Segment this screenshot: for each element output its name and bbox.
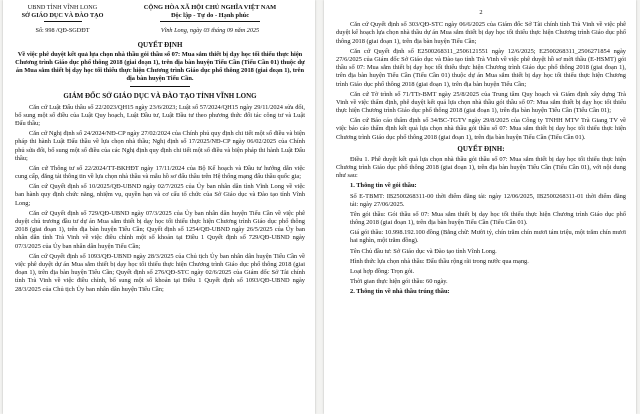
legal-basis-paragraph: Căn cứ Quyết định số 729/QĐ-UBND ngày 07/3/2025 của Ủy ban nhân dân huyện Tiểu Cần về việc phê duyệt chủ trương đầu tư dự án Mua sắm thiết bị dạy học tối thiểu thực hiện Chương trình Giáo dục phổ thông 2018 (giai đoạn 1), trên địa bàn huyện Tiểu Cần; Quyết định số 1254/QĐ-UBND ngày 26/5/2025 của Ủy ban nhân dân tỉnh Trà Vinh về việc điều chỉnh một số khoản tại Điều 1 Quyết định số 729/QĐ-UBND ngày 07/3/2025 của Ủy ban nhân dân huyện Tiểu Cần; (15, 209, 305, 250)
document-title: QUYẾT ĐỊNH (137, 40, 183, 49)
nation-line-1: CỘNG HÒA XÃ HỘI CHỦ NGHĨA VIỆT NAM (143, 4, 277, 11)
section-1-title: 1. Thông tin về gói thầu: (350, 182, 417, 190)
legal-basis-paragraph: Căn cứ Nghị định số 24/2024/NĐ-CP ngày 27/02/2024 của Chính phủ quy định chi tiết một số điều và biện pháp thi hành Luật Đấu thầu về lựa chọn nhà thầu; Nghị định số 17/2025/NĐ-CP ngày 06/02/2025 của Chính phủ sửa đổi, bổ sung một số điều của các Nghị định quy định chi tiết một số điều và biện pháp thi hành Luật Đấu thầu; (15, 130, 305, 162)
document-date: Vĩnh Long, ngày 03 tháng 09 năm 2025 (160, 27, 260, 34)
section-1-item: Tên gói thầu: Gói thầu số 07: Mua sắm thiết bị dạy học tối thiểu thực hiện Chương trình Giáo dục phổ thông 2018 (giai đoạn 1), trên địa bàn huyện Tiểu Cần (Tiểu Cần 01). (350, 210, 626, 227)
national-motto (115, 4, 305, 22)
legal-basis-paragraph: Căn cứ Quyết định số 1093/QĐ-UBND ngày 28/3/2025 của Chủ tịch Ủy ban nhân dân huyện Tiểu Cần về việc phê duyệt dự án Mua sắm thiết bị dạy học tối thiểu thực hiện Chương trình Giáo dục phổ thông 2018 (giai đoạn 1), trên địa bàn huyện Tiểu Cần; Quyết định số 276/QĐ-STC ngày 02/6/2025 của Giám đốc Sở Tài chính tỉnh Trà Vinh về việc điều chỉnh, bổ sung một số khoản tại Điều 1 Quyết định số 1093/QĐ-UBND ngày 28/3/2025 của Chủ tịch Ủy ban nhân dân huyện Tiểu Cần; (15, 252, 305, 293)
decision-heading: QUYẾT ĐỊNH: (457, 144, 505, 153)
header-rule-left (44, 21, 82, 22)
section-1-item: Hình thức lựa chọn nhà thầu: Đấu thầu rộng rãi trong nước qua mạng. (350, 257, 529, 265)
document-page-2 (324, 0, 636, 414)
section-2-title: 2. Thông tin về nhà thầu trúng thầu: (350, 288, 450, 296)
section-1-item: Số E-TBMT: IB2500268311-00 thời điểm đăng tải: ngày 12/06/2025, IB2500268311-01 thời điểm đăng tải: ngày 27/06/2025. (350, 192, 626, 208)
page-number: 2 (479, 9, 483, 16)
legal-basis-paragraph: Căn cứ Quyết định số 303/QĐ-STC ngày 06/6/2025 của Giám đốc Sở Tài chính tỉnh Trà Vinh về việc phê duyệt kế hoạch lựa chọn nhà thầu dự án Mua sắm thiết bị dạy học tối thiểu thực hiện Chương trình Giáo dục phổ thông 2018 (giai đoạn 1), trên địa bàn huyện Tiểu Cần; (336, 21, 626, 45)
number-date-row (15, 27, 305, 35)
issuing-authority: GIÁM ĐỐC SỞ GIÁO DỤC VÀ ĐÀO TẠO TỈNH VĨNH LONG (63, 91, 257, 100)
article-1: Điều 1. Phê duyệt kết quả lựa chọn nhà thầu gói thầu số 07: Mua sắm thiết bị dạy học tối thiểu thực hiện Chương trình Giáo dục phổ thông 2018 (giai đoạn 1), trên địa bàn huyện Tiểu Cần (Tiểu Cần 01), với nội dung như sau: (336, 155, 626, 180)
issuing-organization (15, 4, 110, 22)
document-subject: Về việc phê duyệt kết quả lựa chọn nhà thầu gói thầu số 07: Mua sắm thiết bị dạy học tối thiểu thực hiện Chương trình Giáo dục phổ thông 2018 (giai đoạn 1), trên địa bàn huyện Tiểu Cần (Tiểu Cần 01) thuộc dự án Mua sắm thiết bị dạy học tối thiểu thực hiện Chương trình Giáo dục phổ thông 2018 (giai đoạn 1), trên địa bàn huyện Tiểu Cần. (15, 50, 305, 83)
legal-basis-paragraph: Căn cứ Báo cáo thẩm định số 34/BC-TGTV ngày 29/8/2025 của Công ty TNHH MTV Trà Giang TV về việc báo cáo thẩm định kết quả lựa chọn nhà thầu gói thầu số 07: Mua sắm thiết bị dạy học tối thiểu thực hiện Chương trình Giáo dục phổ thông 2018 (giai đoạn 1), trên địa bàn huyện Tiểu Cần (Tiểu Cần 01). (336, 117, 626, 141)
document-number: Số: 998 /QĐ-SGDĐT (35, 27, 90, 34)
legal-basis-paragraph: Căn cứ Quyết định số 10/2025/QĐ-UBND ngày 02/7/2025 của Ủy ban nhân dân tỉnh Vĩnh Long về việc ban hành quy định chức năng, nhiệm vụ, quyền hạn và cơ cấu tổ chức của Sở Giáo dục và Đào tạo tỉnh Vĩnh Long; (15, 183, 305, 207)
org-line-1: UBND TỈNH VĨNH LONG (27, 4, 98, 11)
section-1-item: Tên Chủ đầu tư: Sở Giáo dục và Đào tạo tỉnh Vĩnh Long. (350, 247, 497, 255)
section-1-item: Giá gói thầu: 10.998.192.100 đồng (Bằng chữ: Mười tỷ, chín trăm chín mươi tám triệu, một trăm chín mươi hai nghìn, một trăm đồng). (350, 229, 626, 245)
document-page-1 (3, 0, 315, 414)
legal-basis-paragraph: Căn cứ Thông tư số 22/2024/TT-BKHĐT ngày 17/11/2024 của Bộ Kế hoạch và Đầu tư hướng dẫn việc cung cấp, đăng tải thông tin về lựa chọn nhà thầu và mẫu hồ sơ đấu thầu trên Hệ thống mạng đấu thầu quốc gia; (15, 164, 305, 181)
section-1-item: Loại hợp đồng: Trọn gói. (350, 268, 415, 276)
header-rule-right (160, 21, 260, 22)
subject-rule (130, 86, 190, 87)
legal-basis-paragraph: Căn cứ Quyết định số E2500268311_2506121551 ngày 12/6/2025; E2500268311_2506271854 ngày 27/6/2025 của Giám đốc Sở Giáo dục và Đào tạo tỉnh Trà Vinh về việc phê duyệt hồ sơ mời thầu (E-HSMT) gói thầu số 07: Mua sắm thiết bị dạy học tối thiểu thực hiện Chương trình Giáo dục phổ thông 2018 (giai đoạn 1), trên địa bàn huyện Tiểu Cần (Tiểu Cần 01) thuộc dự án Mua sắm thiết bị dạy học tối thiểu thực hiện Chương trình Giáo dục phổ thông 2018 (giai đoạn 1), trên địa bàn huyện Tiểu Cần; (336, 47, 626, 88)
section-1-item: Thời gian thực hiện gói thầu: 60 ngày. (350, 278, 448, 286)
legal-basis-paragraph: Căn cứ Tờ trình số 71/TTr-BMT ngày 25/8/2025 của Trung tâm Quy hoạch và Giám định xây dựng Trà Vinh về việc thẩm định, phê duyệt kết quả lựa chọn nhà thầu gói thầu số 07: Mua sắm thiết bị dạy học tối thiểu thực hiện Chương trình Giáo dục phổ thông 2018 (giai đoạn 1), trên địa bàn huyện Tiểu Cần (Tiểu Cần 01); (336, 90, 626, 115)
nation-line-2: Độc lập - Tự do - Hạnh phúc (170, 12, 250, 19)
org-line-2: SỞ GIÁO DỤC VÀ ĐÀO TẠO (21, 11, 104, 19)
legal-basis-paragraph: Căn cứ Luật Đấu thầu số 22/2023/QH15 ngày 23/6/2023; Luật số 57/2024/QH15 ngày 29/11/2024 sửa đổi, bổ sung một số điều của Luật Quy hoạch, Luật Đầu tư, Luật Đầu tư theo phương thức đối tác công tư và Luật Đấu thầu; (15, 103, 305, 127)
document-header (15, 4, 305, 22)
